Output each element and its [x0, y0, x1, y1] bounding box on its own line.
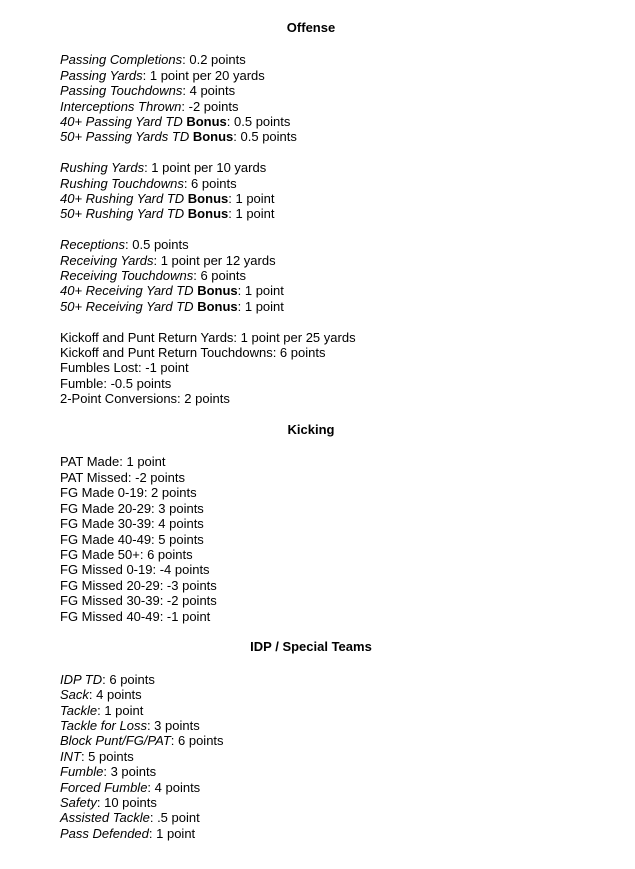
idp-heading: IDP / Special Teams [250, 639, 372, 655]
rule-label: Receptions [60, 237, 126, 253]
idp-line [60, 687, 625, 702]
rule-value: : 1 point [228, 206, 275, 222]
rule-label: Sack [60, 687, 89, 703]
idp-group [60, 672, 625, 841]
rule-label: 50+ Passing Yards TD [60, 129, 193, 145]
rule-value: : 6 points [102, 671, 155, 687]
kicking-line: PAT Made: 1 point [60, 454, 166, 470]
rule-value: : 1 point per 20 yards [142, 67, 265, 83]
receiving-40-bonus-line [60, 283, 625, 298]
rule-label: Forced Fumble [60, 779, 148, 795]
kicking-line: FG Made 20-29: 3 points [60, 500, 204, 516]
rule-label: 40+ Receiving Yard TD [60, 283, 198, 299]
kicking-line: FG Missed 40-49: -1 point [60, 608, 211, 624]
rule-label: IDP TD [60, 671, 103, 687]
rule-label: 50+ Rushing Yard TD [60, 206, 188, 222]
kicking-line: FG Missed 30-39: -2 points [60, 593, 217, 609]
rule-label: Rushing Touchdowns [60, 175, 184, 191]
kicking-line: PAT Missed: -2 points [60, 469, 185, 485]
rule-value: : 4 points [147, 779, 201, 795]
rule-value: : 5 points [80, 748, 134, 764]
rule-value: : 3 points [146, 717, 200, 733]
rule-label: Tackle [60, 702, 98, 718]
rushing-40-bonus-line [60, 191, 625, 206]
kicking-line: FG Missed 0-19: -4 points [60, 562, 210, 578]
passing-completions-line [60, 52, 625, 67]
rule-label: Receiving Touchdowns [60, 268, 194, 284]
fumbles-lost-line: Fumbles Lost: -1 point [60, 360, 189, 376]
rule-value: : 6 points [193, 268, 246, 284]
rule-value: : 1 point per 12 yards [153, 252, 276, 268]
fumble-line: Fumble: -0.5 points [60, 375, 172, 391]
misc-group [60, 330, 625, 407]
idp-line [60, 733, 625, 748]
rule-label: INT [60, 748, 81, 764]
rule-label: Tackle for Loss [60, 717, 147, 733]
kicking-line: FG Made 0-19: 2 points [60, 485, 197, 501]
idp-line [60, 718, 625, 733]
two-point-conversions-line: 2-Point Conversions: 2 points [60, 391, 230, 407]
kicking-line: FG Made 50+: 6 points [60, 546, 193, 562]
rule-label: 40+ Passing Yard TD [60, 114, 187, 130]
kicking-group [60, 454, 625, 623]
rule-label: Block Punt/FG/PAT [60, 733, 171, 749]
bonus-label: Bonus [192, 129, 234, 145]
idp-line [60, 826, 625, 841]
rule-label: Interceptions Thrown [60, 98, 182, 114]
rule-label: 50+ Receiving Yard TD [60, 298, 198, 314]
rule-value: : 4 points [88, 687, 142, 703]
rule-value: : 4 points [182, 83, 236, 99]
idp-line [60, 795, 625, 810]
rule-value: : 1 point [237, 298, 284, 314]
rule-label: Fumble [60, 764, 104, 780]
offense-heading: Offense [286, 20, 336, 35]
idp-line [60, 810, 625, 825]
passing-50-bonus-line [60, 129, 625, 144]
bonus-label: Bonus [197, 298, 238, 314]
rule-label: Safety [60, 794, 97, 810]
rule-label: Pass Defended [60, 825, 149, 841]
rule-value: : 1 point per 10 yards [144, 160, 267, 176]
bonus-label: Bonus [187, 206, 229, 222]
rushing-50-bonus-line [60, 206, 625, 221]
receptions-line [60, 237, 625, 252]
rule-value: : -2 points [181, 98, 239, 114]
rule-value: : 3 points [103, 764, 157, 780]
bonus-label: Bonus [187, 191, 229, 207]
receiving-yards-line [60, 253, 625, 268]
rule-label: Assisted Tackle [60, 810, 150, 826]
idp-line [60, 764, 625, 779]
rule-value: : 1 point [228, 191, 275, 207]
rule-label: Receiving Yards [60, 252, 154, 268]
kicking-line: FG Made 40-49: 5 points [60, 531, 204, 547]
rule-value: : 0.5 points [226, 114, 291, 130]
scoring-document [60, 20, 625, 841]
rule-value: : 0.2 points [182, 52, 246, 68]
bonus-label: Bonus [186, 114, 227, 130]
rule-value: : 1 point [148, 825, 196, 841]
kicking-heading: Kicking [287, 422, 335, 438]
idp-line [60, 703, 625, 718]
rule-value: : 6 points [170, 733, 224, 749]
idp-line [60, 780, 625, 795]
kicking-line: FG Made 30-39: 4 points [60, 516, 204, 532]
rule-value: : .5 point [149, 810, 200, 826]
interceptions-thrown-line [60, 99, 625, 114]
rule-value: : 0.5 points [125, 237, 189, 253]
rule-value: : 6 points [183, 175, 237, 191]
kickoff-punt-yards-line: Kickoff and Punt Return Yards: 1 point per 25 yards [60, 329, 356, 345]
rule-value: : 10 points [96, 794, 157, 810]
rule-value: : 1 point [97, 702, 144, 718]
rule-label: Passing Yards [60, 67, 143, 83]
rule-label: Passing Completions [60, 52, 183, 68]
rule-label: Passing Touchdowns [60, 83, 183, 99]
rule-label: 40+ Rushing Yard TD [60, 191, 188, 207]
rule-value: : 1 point [237, 283, 284, 299]
passing-touchdowns-line [60, 83, 625, 98]
rule-label: Rushing Yards [60, 160, 145, 176]
bonus-label: Bonus [197, 283, 238, 299]
rule-value: : 0.5 points [233, 129, 297, 145]
passing-40-bonus-line [60, 114, 625, 129]
receiving-touchdowns-line [60, 268, 625, 283]
kickoff-punt-touchdowns-line: Kickoff and Punt Return Touchdowns: 6 points [60, 345, 326, 361]
passing-group [60, 52, 625, 144]
receiving-50-bonus-line [60, 299, 625, 314]
idp-line [60, 749, 625, 764]
receiving-group [60, 237, 625, 314]
rushing-yards-line [60, 160, 625, 175]
rushing-group [60, 160, 625, 222]
kicking-line: FG Missed 20-29: -3 points [60, 577, 217, 593]
rushing-touchdowns-line [60, 176, 625, 191]
passing-yards-line [60, 68, 625, 83]
idp-line [60, 672, 625, 687]
